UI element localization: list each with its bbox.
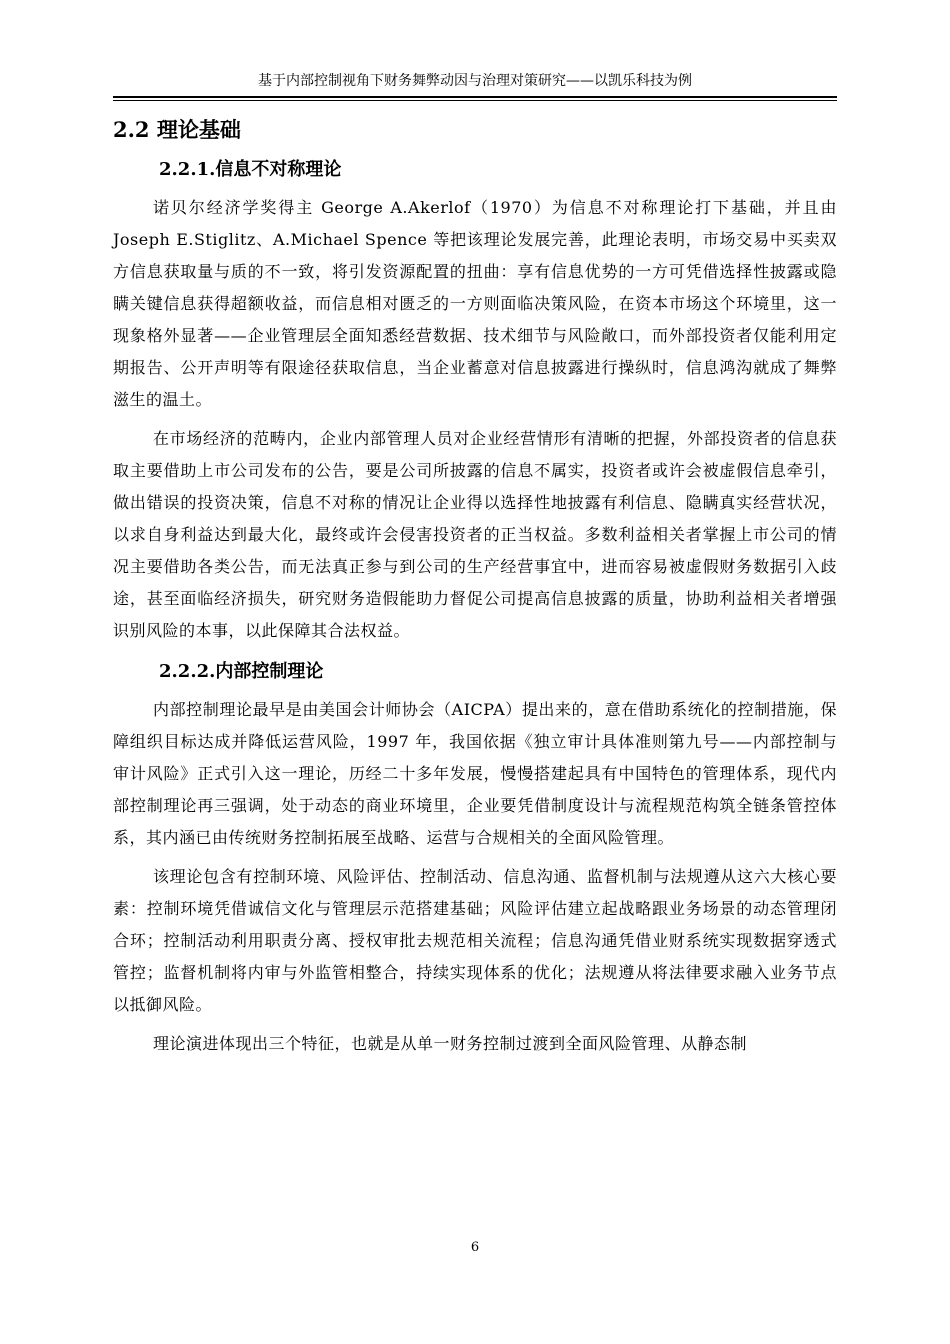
body-paragraph: 该理论包含有控制环境、风险评估、控制活动、信息沟通、监督机制与法规遵从这六大核心要素：控制环境凭借诚信文化与管理层示范搭建基础；风险评估建立起战略跟业务场景的动态管理闭合环；控制活动利用职责分离、授权审批去规范相关流程；信息沟通凭借业财系统实现数据穿透式管控；监督机制将内审与外监管相整合，持续实现体系的优化；法规遵从将法律要求融入业务节点以抵御风险。 [113, 867, 837, 1014]
body-paragraph: 内部控制理论最早是由美国会计师协会（AICPA）提出来的，意在借助系统化的控制措施，保障组织目标达成并降低运营风险，1997 年，我国依据《独立审计具体准则第九号——内部控制与审计风险》正式引入这一理论，历经二十多年发展，慢慢搭建起具有中国特色的管理体系，现代内部控制理论再三强调，处于动态的商业环境里，企业要凭借制度设计与流程规范构筑全链条管控体系，其内涵已由传统财务控制拓展至战略、运营与合规相关的全面风险管理。 [113, 700, 837, 847]
header-rule-thin [113, 100, 837, 101]
body-paragraph: 在市场经济的范畴内，企业内部管理人员对企业经营情形有清晰的把握，外部投资者的信息获取主要借助上市公司发布的公告，要是公司所披露的信息不属实，投资者或许会被虚假信息牵引，做出错误的投资决策，信息不对称的情况让企业得以选择性地披露有利信息、隐瞒真实经营状况，以求自身利益达到最大化，最终或许会侵害投资者的正当权益。多数利益相关者掌握上市公司的情况主要借助各类公告，而无法真正参与到公司的生产经营事宜中，进而容易被虚假财务数据引入歧途，甚至面临经济损失，研究财务造假能助力督促公司提高信息披露的质量，协助利益相关者增强识别风险的本事，以此保障其合法权益。 [113, 429, 837, 640]
subsection-information-asymmetry [113, 152, 837, 647]
body-paragraph: 诺贝尔经济学奖得主 George A.Akerlof（1970）为信息不对称理论打下基础，并且由 Joseph E.Stiglitz、A.Michael Spence 等把该理论发展完善，此理论表明，市场交易中买卖双方信息获取量与质的不一致，将引发资源配置的扭曲：享有信息优势的一方可凭借选择性披露或隐瞒关键信息获得超额收益，而信息相对匮乏的一方则面临决策风险，在资本市场这个环境里，这一现象格外显著——企业管理层全面知悉经营数据、技术细节与风险敞口，而外部投资者仅能利用定期报告、公开声明等有限途径获取信息，当企业蓄意对信息披露进行操纵时，信息鸿沟就成了舞弊滋生的温土。 [113, 198, 837, 409]
running-header: 基于内部控制视角下财务舞弊动因与治理对策研究——以凯乐科技为例 [258, 73, 692, 89]
subsection-heading: 2.2.1.信息不对称理论 [159, 159, 342, 180]
section-heading: 2.2 理论基础 [113, 117, 241, 142]
page-body [113, 112, 837, 1067]
header-rule [113, 96, 837, 98]
page-number: 6 [470, 1240, 480, 1255]
subsection-heading: 2.2.2.内部控制理论 [159, 661, 324, 682]
body-paragraph: 理论演进体现出三个特征，也就是从单一财务控制过渡到全面风险管理、从静态制 [153, 1034, 748, 1053]
subsection-internal-control [113, 654, 837, 1060]
